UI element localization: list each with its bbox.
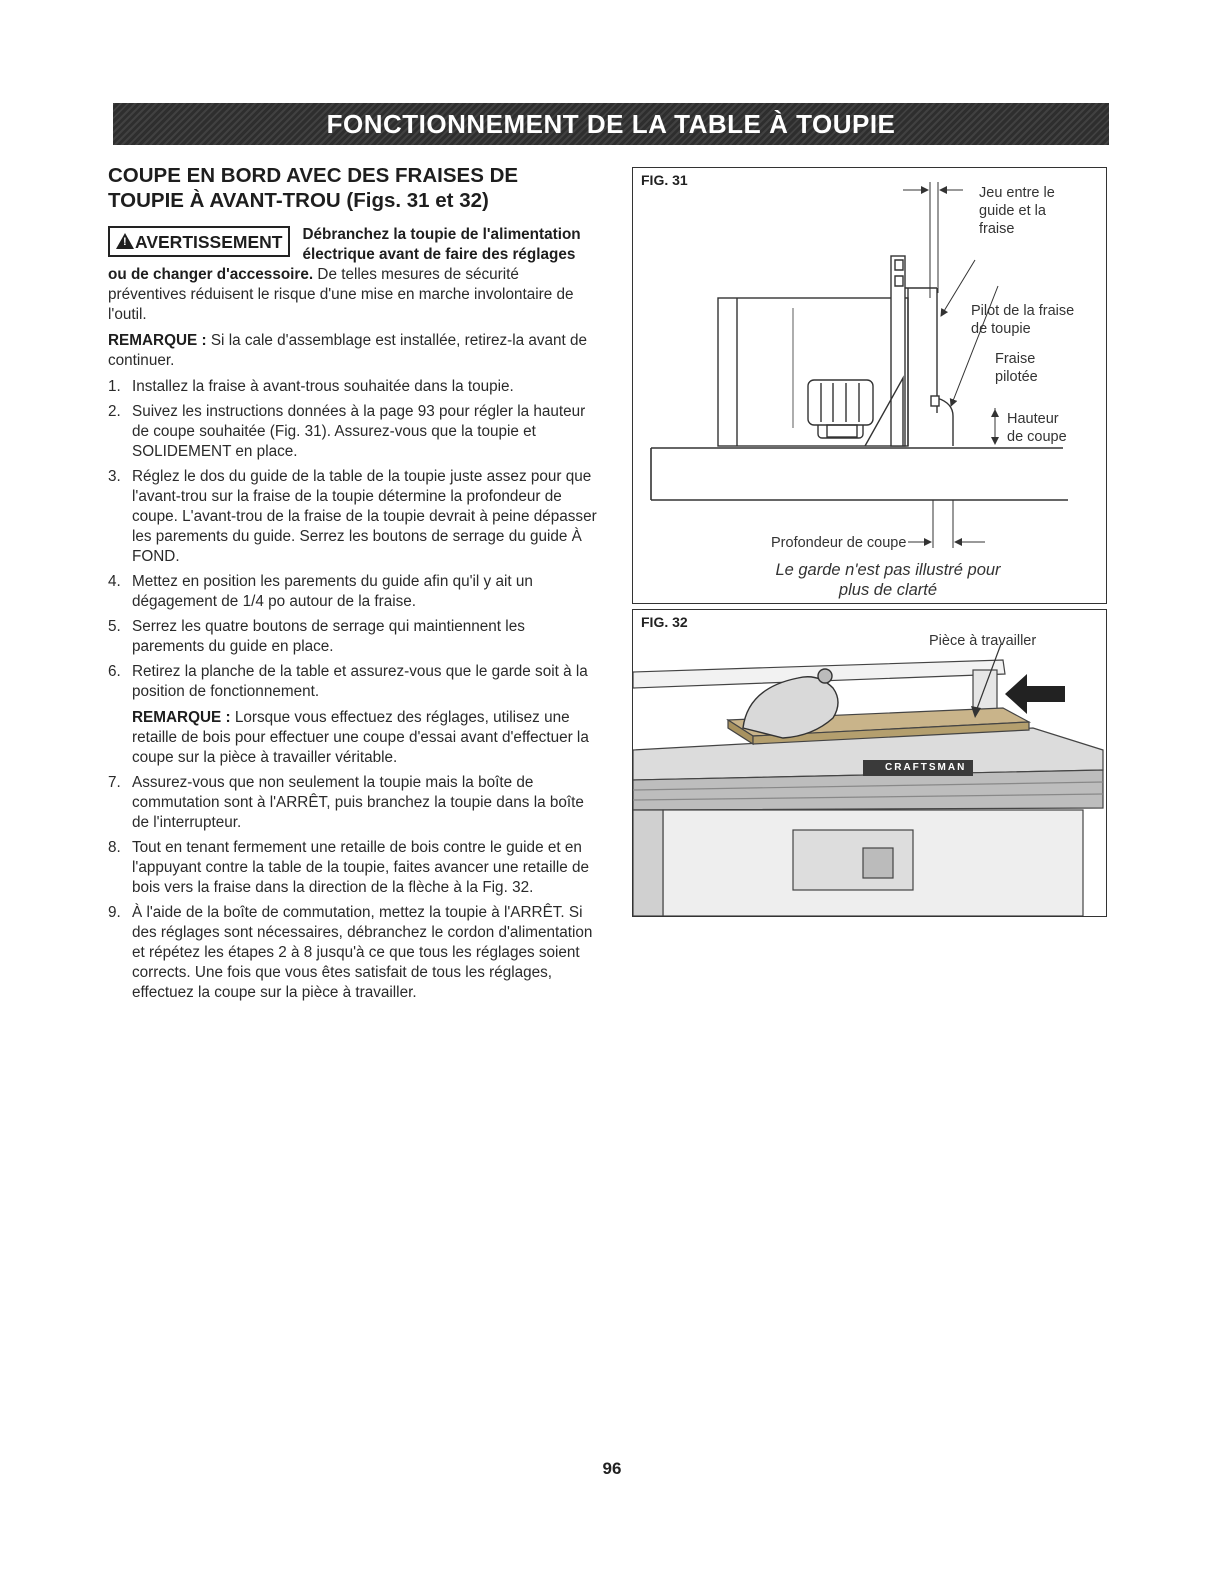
step-number: 4.	[108, 573, 121, 590]
step-text: Réglez le dos du guide de la table de la toupie juste assez pour que l'avant-trou sur la fraise de la toupie détermine la profondeur de coupe. L'avant-trou de la fraise de la toupie devrait à peine dépasser les parements du guide. Serrez les boutons de serrage du guide À FOND.	[132, 468, 597, 565]
step-text: Retirez la planche de la table et assurez-vous que le garde soit à la position de fonctionnement.	[132, 663, 588, 700]
step-number: 2.	[108, 403, 121, 420]
height-label	[1007, 410, 1067, 446]
bit-label-line-2: pilotée	[995, 369, 1038, 385]
step-text: À l'aide de la boîte de commutation, mettez la toupie à l'ARRÊT. Si des réglages sont nécessaires, débranchez le cordon d'alimentation et répétez les étapes 2 à 8 jusqu'à ce que tous les réglages soient corrects. Une fois que vous êtes satisfait de tous les réglages, effectuez la coupe sur la pièce à travailler.	[132, 904, 593, 1001]
step-4	[108, 572, 598, 612]
step-3	[108, 467, 598, 567]
remark-label: REMARQUE :	[132, 709, 231, 726]
caption-line-1: Le garde n'est pas illustré pour	[775, 561, 1001, 579]
instructions-column	[108, 163, 598, 1008]
step-6-remark	[132, 708, 598, 768]
pilot-label	[971, 302, 1074, 338]
cabinet	[633, 810, 1083, 916]
step-text: Mettez en position les parements du guide afin qu'il y ait un dégagement de 1/4 po autour de la fraise.	[132, 573, 533, 610]
figure-label: FIG. 31	[641, 172, 688, 188]
workpiece-label: Pièce à travailler	[929, 633, 1037, 649]
step-number: 9.	[108, 904, 121, 921]
step-1	[108, 377, 598, 397]
warning-label-box	[108, 226, 290, 257]
step-text: Suivez les instructions données à la page 93 pour régler la hauteur de coupe souhaitée (Fig. 31). Assurez-vous que la toupie et SOLIDEMENT en place.	[132, 403, 586, 460]
step-8	[108, 838, 598, 898]
figure-label: FIG. 32	[641, 614, 688, 630]
remark	[108, 331, 598, 371]
height-label-line-2: de coupe	[1007, 429, 1067, 445]
figure-32-photo	[633, 610, 1106, 916]
gap-dimension	[903, 182, 963, 298]
step-number: 5.	[108, 618, 121, 635]
figure-31	[632, 167, 1107, 604]
caption-line-2: plus de clarté	[838, 581, 938, 599]
gap-label-line-3: fraise	[979, 221, 1015, 237]
page-number: 96	[602, 1459, 622, 1478]
banner-title: FONCTIONNEMENT DE LA TABLE À TOUPIE	[326, 108, 896, 139]
warning-text: De telles mesures de sécurité préventives réduisent le risque d'une mise en marche involontaire de l'outil.	[108, 266, 574, 323]
figure-32	[632, 609, 1107, 917]
step-number: 7.	[108, 774, 121, 791]
router-table	[651, 448, 1068, 500]
warning-triangle-icon: !	[116, 233, 134, 249]
step-text: Installez la fraise à avant-trous souhaitée dans la toupie.	[132, 378, 514, 395]
gap-label-line-2: guide et la	[979, 203, 1046, 219]
step-6	[108, 662, 598, 768]
step-9	[108, 903, 598, 1003]
step-number: 8.	[108, 839, 121, 856]
page-banner	[113, 103, 1109, 145]
steps-list	[108, 377, 598, 1003]
figure-31-caption	[723, 560, 1053, 600]
bit-label-line-1: Fraise	[995, 351, 1036, 367]
depth-label: Profondeur de coupe	[771, 535, 907, 551]
step-number: 3.	[108, 468, 121, 485]
step-number: 1.	[108, 378, 121, 395]
router-bit	[931, 396, 953, 446]
height-label-line-1: Hauteur	[1007, 411, 1059, 427]
bit-label	[995, 350, 1038, 386]
step-text: Tout en tenant fermement une retaille de bois contre le guide et en l'appuyant contre la table de la toupie, faites avancer une retaille de bois vers la fraise dans la direction de la flèche à la Fig. 32.	[132, 839, 590, 896]
feed-arrow-icon	[1005, 674, 1065, 714]
step-5	[108, 617, 598, 657]
gap-label-line-1: Jeu entre le	[979, 185, 1055, 201]
pilot-label-line-1: Pilot de la fraise	[971, 303, 1075, 319]
step-7	[108, 773, 598, 833]
step-text: Serrez les quatre boutons de serrage qui maintiennent les parements du guide en place.	[132, 618, 525, 655]
step-number: 6.	[108, 663, 121, 680]
brand-text: CRAFTSMAN	[885, 762, 967, 773]
section-title-line-2: TOUPIE À AVANT-TROU (Figs. 31 et 32)	[108, 189, 489, 212]
warning-bold-text: Débranchez la toupie de l'alimentation électrique avant de faire des réglages ou de changer d'accessoire.	[108, 226, 581, 283]
remark-text: Lorsque vous effectuez des réglages, utilisez une retaille de bois pour effectuer une coupe d'essai avant d'effectuer la coupe sur la pièce à travailler véritable.	[132, 709, 589, 766]
remark-label: REMARQUE :	[108, 332, 207, 349]
step-text: Assurez-vous que non seulement la toupie mais la boîte de commutation sont à l'ARRÊT, puis branchez la toupie dans la boîte de l'interrupteur.	[132, 774, 584, 831]
warning-label: AVERTISSEMENT	[135, 232, 283, 252]
step-2	[108, 402, 598, 462]
section-title	[108, 163, 598, 213]
warning-block	[108, 225, 598, 325]
depth-dimension	[908, 500, 985, 548]
remark-text: Si la cale d'assemblage est installée, retirez-la avant de continuer.	[108, 332, 588, 369]
router-body	[718, 298, 908, 446]
pilot-label-line-2: de toupie	[971, 321, 1031, 337]
section-title-line-1: COUPE EN BORD AVEC DES FRAISES DE	[108, 164, 519, 187]
gap-label	[979, 184, 1055, 238]
